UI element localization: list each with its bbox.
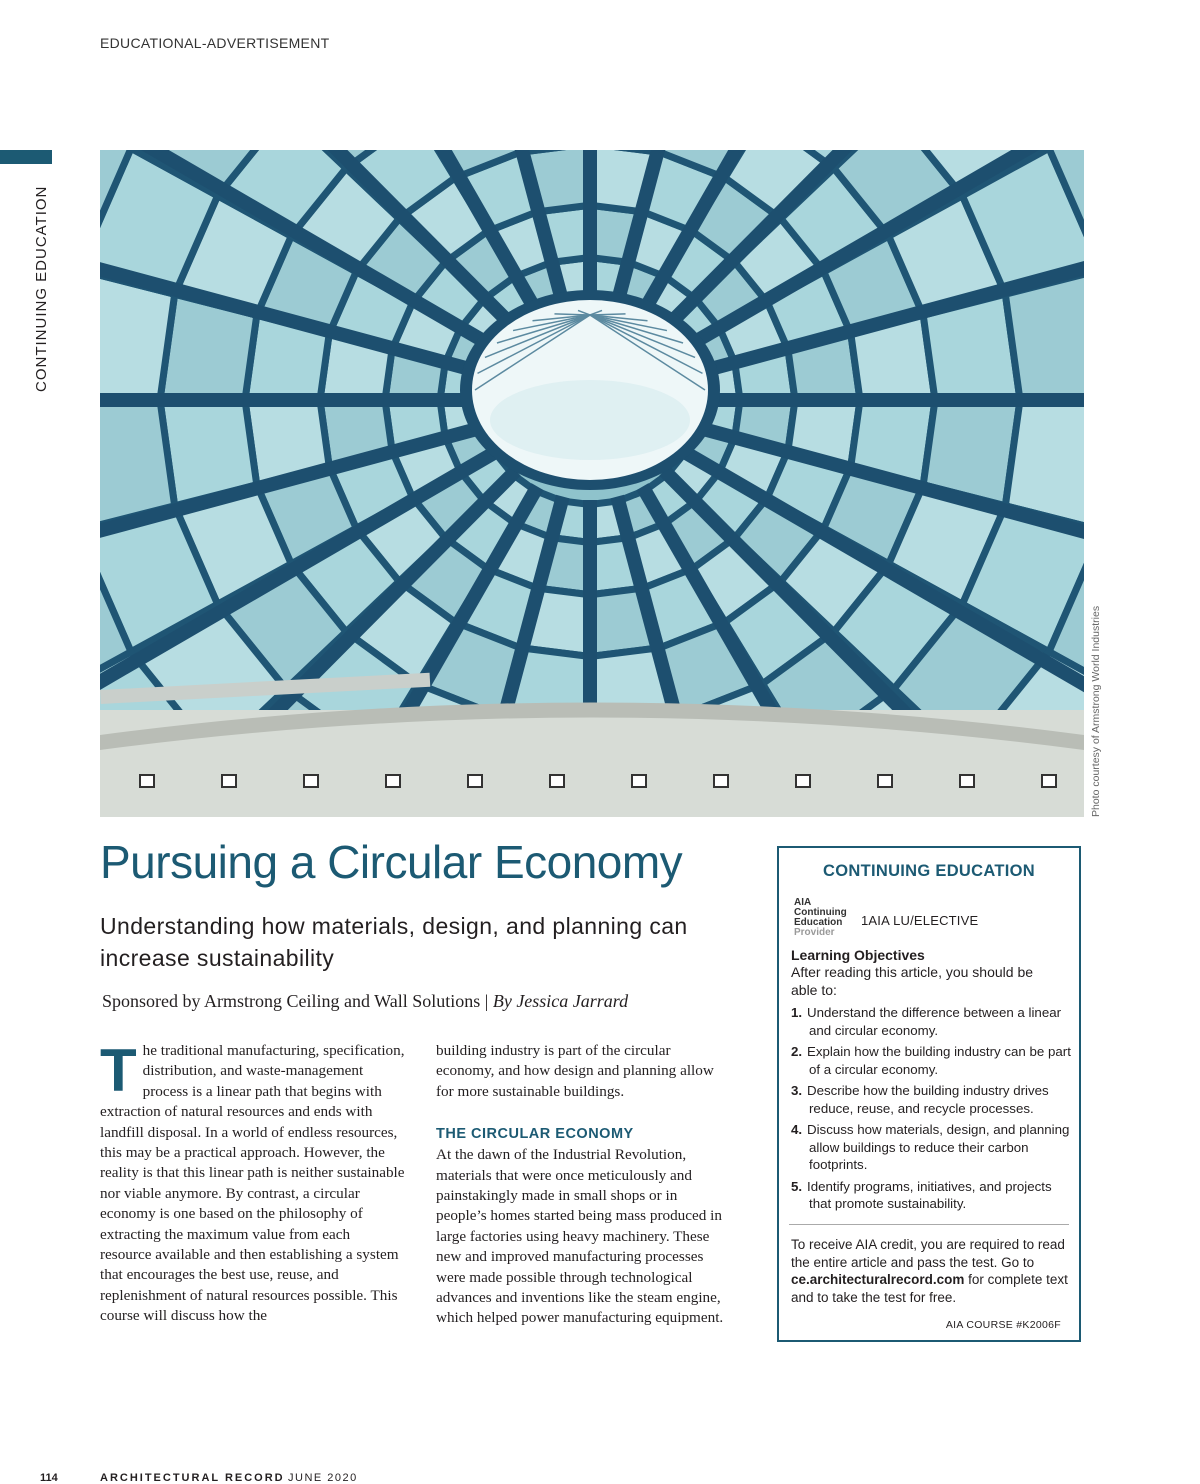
ce-website-link[interactable]: ce.architecturalrecord.com bbox=[791, 1272, 965, 1287]
objective-number: 4. bbox=[791, 1122, 803, 1137]
objective-number: 5. bbox=[791, 1178, 803, 1194]
section-heading: THE CIRCULAR ECONOMY bbox=[436, 1126, 634, 1143]
objective-item bbox=[791, 1004, 1076, 1039]
aia-provider-logo bbox=[794, 898, 856, 938]
objective-number: 1. bbox=[791, 1005, 803, 1020]
objectives-heading: Learning Objectives bbox=[791, 947, 925, 963]
body-paragraph: he traditional manufacturing, specification, distribution, and waste-management process is a linear path that begins with extraction of natural resources and ends with landfill disposal. In a world of endless resources, this may be a practical approach. However, the reality is that this linear path is neither sustainable nor viable anymore. By contrast, a circular economy is one based on the philosophy of extracting the maximum value from each resource available and then establishing a system that encourages the best use, reuse, and replenishment of natural resources possible. This course will discuss how the bbox=[100, 1042, 405, 1325]
objective-text: Describe how the building industry drives reduce, reuse, and recycle processes. bbox=[807, 1083, 1049, 1116]
drop-cap: T bbox=[100, 1037, 137, 1104]
credit-note bbox=[791, 1236, 1075, 1306]
ce-box-divider bbox=[789, 1224, 1069, 1225]
objective-text: Discuss how materials, design, and planning allow buildings to reduce their carbon footprints. bbox=[807, 1122, 1070, 1172]
credit-note-text: To receive AIA credit, you are required to read the entire article and pass the test. Go to bbox=[791, 1237, 1065, 1270]
logo-line: Education bbox=[794, 917, 843, 928]
ce-box-title: CONTINUING EDUCATION bbox=[823, 862, 1035, 880]
dome-ceiling-illustration bbox=[100, 150, 1084, 817]
continuing-education-box bbox=[777, 846, 1081, 1342]
page-number: 114 bbox=[40, 1472, 58, 1484]
side-accent-bar bbox=[0, 150, 52, 164]
aia-course-number: AIA COURSE #K2006F bbox=[945, 1319, 1061, 1331]
logo-line: Provider bbox=[794, 927, 835, 938]
sponsor-text: Sponsored by Armstrong Ceiling and Wall Solutions | bbox=[102, 991, 493, 1011]
aia-credit-label: 1AIA LU/ELECTIVE bbox=[861, 913, 979, 928]
publication-name: ARCHITECTURAL RECORD bbox=[100, 1472, 285, 1484]
credit-note-text: for complete text and to take the test for free. bbox=[791, 1272, 1068, 1305]
objective-item bbox=[791, 1082, 1076, 1117]
objective-item bbox=[791, 1043, 1076, 1078]
body-paragraph: At the dawn of the Industrial Revolution, materials that were once meticulously and painstakingly made in small shops or in people’s homes started being mass produced in large factories using heavy machinery. These new and improved manufacturing processes were made possible through technological advances and inventions like the steam engine, which helped power manufacturing equipment. bbox=[436, 1146, 724, 1327]
objectives-intro: After reading this article, you should be able to: bbox=[791, 964, 1034, 998]
objective-text: Identify programs, initiatives, and projects that promote sustainability. bbox=[807, 1178, 1052, 1211]
body-column-2 bbox=[436, 1041, 728, 1329]
logo-line: Continuing bbox=[794, 907, 847, 918]
issue-date: JUNE 2020 bbox=[288, 1472, 358, 1484]
objective-number: 3. bbox=[791, 1083, 803, 1098]
logo-line: AIA bbox=[794, 897, 812, 908]
author-name: By Jessica Jarrard bbox=[492, 991, 629, 1011]
photo-credit: Photo courtesy of Armstrong World Industries bbox=[1090, 605, 1102, 817]
byline bbox=[102, 988, 628, 1014]
objective-item bbox=[791, 1121, 1076, 1174]
article-title: Pursuing a Circular Economy bbox=[100, 836, 683, 888]
body-paragraph-continued: building industry is part of the circular economy, and how design and planning allow for more sustainable buildings. bbox=[436, 1042, 714, 1100]
objectives-list bbox=[791, 1004, 1076, 1217]
body-column-1 bbox=[100, 1037, 405, 1327]
hero-photo bbox=[100, 150, 1084, 817]
objective-number: 2. bbox=[791, 1044, 803, 1059]
objective-item bbox=[791, 1178, 1076, 1213]
side-section-label: CONTINUING EDUCATION bbox=[33, 185, 50, 392]
objective-text: Understand the difference between a linear and circular economy. bbox=[807, 1005, 1062, 1038]
objective-text: Explain how the building industry can be part of a circular economy. bbox=[807, 1044, 1071, 1077]
article-subtitle: Understanding how materials, design, and planning can increase sustainability bbox=[100, 913, 688, 971]
section-label: EDUCATIONAL-ADVERTISEMENT bbox=[100, 35, 330, 51]
